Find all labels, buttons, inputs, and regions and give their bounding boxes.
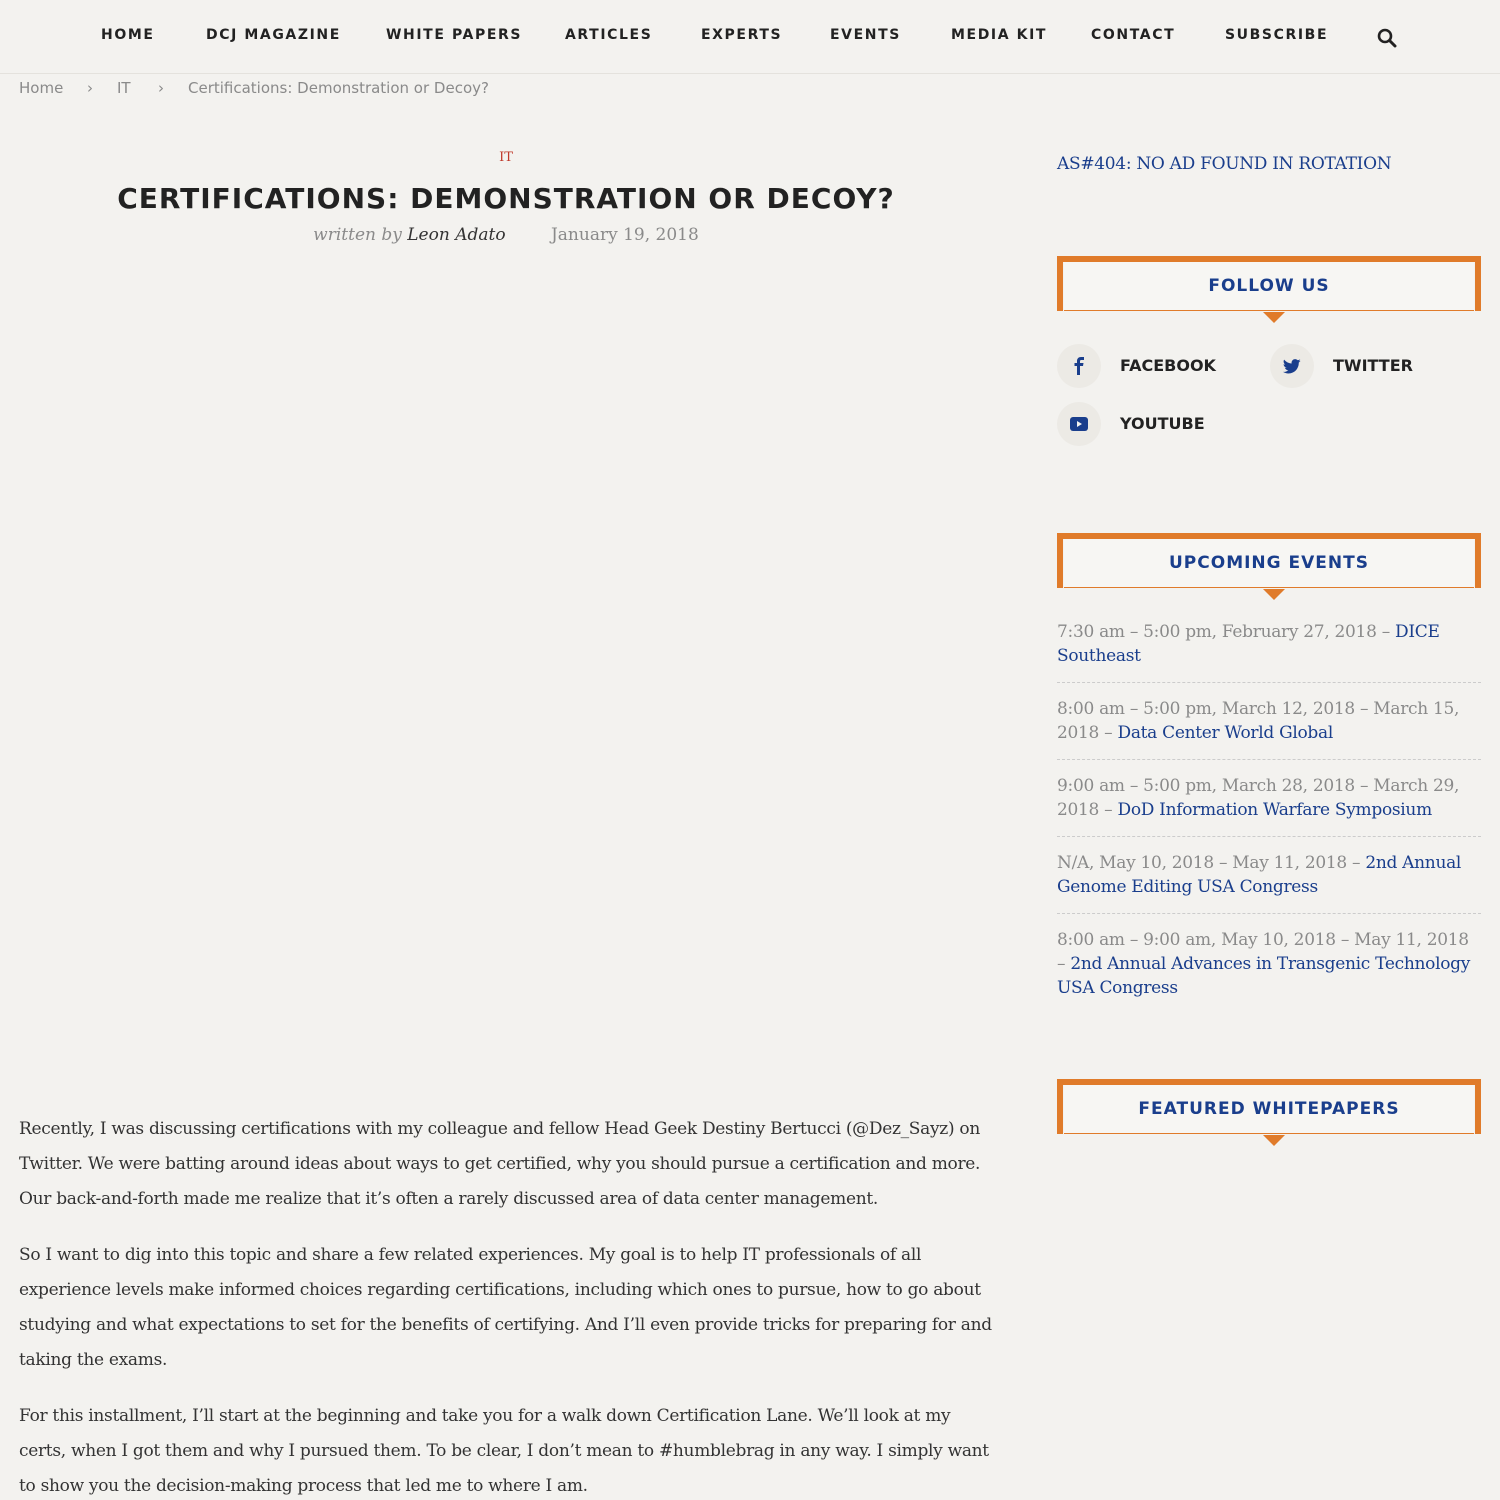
article-paragraph: So I want to dig into this topic and share a few related experiences. My goal is to help IT professionals of all experience levels make informed choices regarding certifications, including which ones to pursue, how to go about studying and what expectations to set for the benefits of certifying. And I’ll even provide tricks for preparing for and taking the exams.: [19, 1245, 992, 1370]
events-list: [1057, 620, 1481, 1028]
follow-us-widget-title: [1057, 256, 1481, 311]
breadcrumb-separator: ›: [87, 79, 93, 97]
featured-whitepapers-widget-title: [1057, 1079, 1481, 1134]
nav-item-contact[interactable]: CONTACT: [1091, 27, 1176, 43]
breadcrumb-separator: ›: [158, 79, 164, 97]
social-label: TWITTER: [1333, 356, 1413, 375]
event-item: [1057, 774, 1481, 837]
twitter-icon: [1270, 344, 1314, 388]
event-meta: 8:00 am – 9:00 am, May 10, 2018 – May 11, 2018 –: [1057, 930, 1469, 974]
nav-item-dcj-magazine[interactable]: DCJ MAGAZINE: [206, 27, 341, 43]
event-meta: 7:30 am – 5:00 pm, February 27, 2018 –: [1057, 622, 1395, 642]
upcoming-events-widget-title: [1057, 533, 1481, 588]
event-link[interactable]: 2nd Annual Advances in Transgenic Technology USA Congress: [1057, 954, 1471, 998]
nav-item-media-kit[interactable]: MEDIA KIT: [951, 27, 1048, 43]
follow-us-heading: FOLLOW US: [1208, 276, 1330, 296]
event-link[interactable]: DICE Southeast: [1057, 622, 1440, 666]
social-label: YOUTUBE: [1120, 414, 1205, 433]
nav-item-events[interactable]: EVENTS: [830, 27, 901, 43]
social-twitter[interactable]: [1270, 344, 1450, 388]
upcoming-events-heading: UPCOMING EVENTS: [1169, 553, 1369, 573]
article-title: CERTIFICATIONS: DEMONSTRATION OR DECOY?: [117, 182, 895, 215]
nav-item-white-papers[interactable]: WHITE PAPERS: [386, 27, 523, 43]
top-navigation: [0, 0, 1500, 74]
event-item: [1057, 697, 1481, 760]
author-link[interactable]: Leon Adato: [407, 225, 506, 245]
event-item: [1057, 851, 1481, 914]
article-date: January 19, 2018: [550, 225, 699, 245]
article-paragraph: For this installment, I’ll start at the beginning and take you for a walk down Certification Lane. We’ll look at my certs, when I got them and why I pursued them. To be clear, I don’t mean to #humblebrag in any way. I simply want to show you the decision-making process that led me to where I am.: [19, 1406, 989, 1496]
event-meta: 9:00 am – 5:00 pm, March 28, 2018 – March 29, 2018 –: [1057, 776, 1460, 820]
event-meta: 8:00 am – 5:00 pm, March 12, 2018 – March 15, 2018 –: [1057, 699, 1460, 743]
event-meta: N/A, May 10, 2018 – May 11, 2018 –: [1057, 853, 1366, 873]
event-link[interactable]: Data Center World Global: [1117, 723, 1333, 743]
social-youtube[interactable]: [1057, 402, 1237, 446]
ad-placeholder[interactable]: AS#404: NO AD FOUND IN ROTATION: [1057, 154, 1392, 174]
nav-item-articles[interactable]: ARTICLES: [565, 27, 653, 43]
nav-item-subscribe[interactable]: SUBSCRIBE: [1225, 27, 1329, 43]
event-item: [1057, 620, 1481, 683]
article-byline: [0, 225, 1012, 245]
search-icon[interactable]: [1377, 28, 1397, 48]
nav-item-experts[interactable]: EXPERTS: [701, 27, 783, 43]
facebook-icon: [1057, 344, 1101, 388]
event-link[interactable]: DoD Information Warfare Symposium: [1117, 800, 1432, 820]
event-link[interactable]: 2nd Annual Genome Editing USA Congress: [1057, 853, 1462, 897]
nav-item-home[interactable]: HOME: [101, 27, 155, 43]
breadcrumb-home[interactable]: Home: [19, 79, 64, 97]
article-category[interactable]: IT: [499, 150, 513, 165]
written-by-label: written by: [313, 225, 402, 245]
social-facebook[interactable]: [1057, 344, 1237, 388]
article-paragraph: Recently, I was discussing certifications with my colleague and fellow Head Geek Destiny Bertucci (@Dez_Sayz) on Twitter. We were batting around ideas about ways to get certified, why you should pursue a certification and more. Our back-and-forth made me realize that it’s often a rarely discussed area of data center management.: [19, 1119, 981, 1209]
event-item: [1057, 928, 1481, 1014]
breadcrumb-category[interactable]: IT: [117, 79, 131, 97]
youtube-icon: [1057, 402, 1101, 446]
article-body: [19, 1112, 994, 1500]
social-label: FACEBOOK: [1120, 356, 1216, 375]
featured-whitepapers-heading: FEATURED WHITEPAPERS: [1138, 1099, 1400, 1119]
breadcrumb-current: Certifications: Demonstration or Decoy?: [188, 79, 489, 97]
